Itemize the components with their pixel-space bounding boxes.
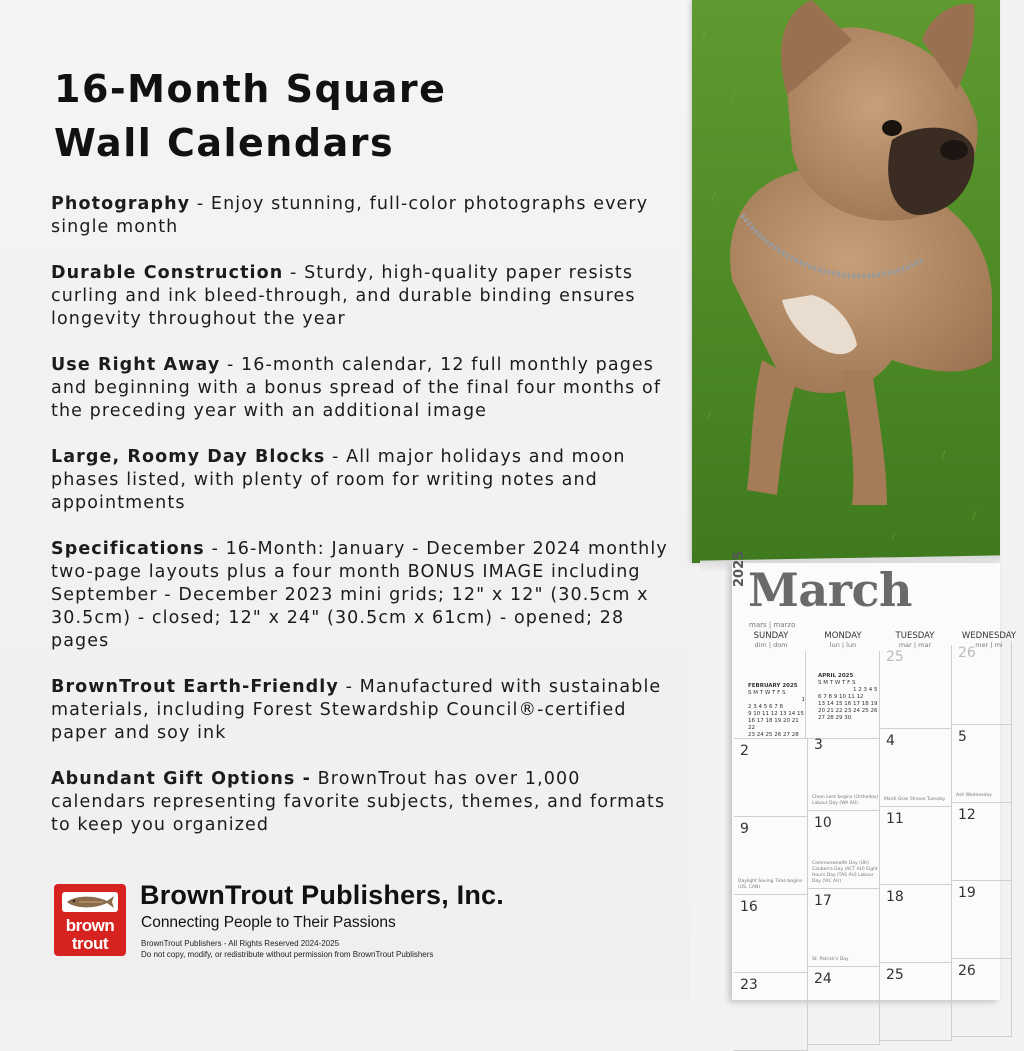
day-number: 4	[886, 733, 895, 749]
day-cell[interactable]	[734, 973, 808, 1051]
day-cell[interactable]	[952, 881, 1012, 959]
mini-calendar-row: 6 7 8 9 10 11 12	[818, 694, 864, 700]
mini-calendar-cell	[734, 651, 806, 739]
day-number: 26	[958, 963, 976, 979]
weekday-label: SUNDAY	[753, 631, 789, 641]
day-number: 11	[886, 811, 904, 827]
day-number: 5	[958, 729, 967, 745]
day-number: 2	[740, 743, 749, 759]
day-cell[interactable]	[880, 807, 952, 885]
day-number: 16	[740, 899, 758, 915]
publisher-tagline: Connecting People to Their Passions	[141, 914, 396, 931]
mini-calendar-row: 20 21 22 23 24 25 26	[818, 708, 878, 714]
feature-text: Manufactured with sustainable materials, including Forest Stewardship Council®-certified paper and soy ink	[51, 677, 662, 743]
calendar-year: 2025	[732, 550, 747, 587]
mini-calendar-row: 9 10 11 12 13 14 15	[748, 711, 804, 717]
holiday-note: Ash Wednesday	[956, 793, 992, 798]
day-cell[interactable]	[880, 645, 952, 729]
weekday-sunday	[736, 631, 806, 649]
mini-calendar-row: 1	[801, 697, 805, 703]
day-cell[interactable]	[880, 729, 952, 807]
day-cell[interactable]	[880, 885, 952, 963]
feature-sep: -	[190, 194, 211, 214]
title-line: Wall Calendars	[54, 121, 395, 165]
mini-calendar-apr	[818, 673, 877, 722]
mini-calendar-title: APRIL 2025	[818, 673, 854, 679]
day-number: 24	[814, 971, 832, 987]
feature-item	[51, 354, 671, 423]
calendar-month-sub: mars | marzo	[749, 621, 796, 629]
feature-text: Enjoy stunning, full-color photographs every single month	[51, 194, 649, 237]
weekday-label: WEDNESDAY	[961, 631, 1017, 641]
weekday-sub: mer | mi	[975, 641, 1003, 649]
feature-text: 16-Month: January - December 2024 monthly two-page layouts plus a four month BONUS IMAGE including September - December 2023 mini grids; 12" x 12" (30.5cm x 30.5cm) - closed; 12" x 24" (30.5cm x 61cm) - opened; 28 pages	[51, 539, 668, 651]
calendar-page	[732, 550, 1017, 1000]
day-number: 23	[740, 977, 758, 993]
holiday-note: Commonwealth Day (UK) Canberra Day (ACT AU) Eight Hours Day (TAS AU) Labour Day (VIC AU)	[812, 861, 878, 884]
holiday-note: Mardi Gras Shrove Tuesday	[884, 797, 946, 802]
mini-calendar-row: 1 2 3 4 5	[852, 687, 878, 693]
day-cell[interactable]	[952, 641, 1012, 725]
feature-item	[51, 676, 671, 745]
day-cell[interactable]	[952, 725, 1012, 803]
day-cell[interactable]	[808, 811, 880, 889]
feature-item	[51, 768, 671, 837]
publisher-name: BrownTrout Publishers, Inc.	[140, 880, 504, 910]
feature-list	[51, 193, 671, 860]
day-number: 26	[958, 645, 976, 661]
feature-heading: Photography	[51, 194, 191, 214]
logo-word-brown: brown	[65, 916, 115, 935]
legal-notice	[141, 938, 433, 960]
mini-calendar-head: S M T W T F S	[748, 690, 786, 696]
logo-word-trout: trout	[71, 934, 109, 953]
weekday-label: MONDAY	[824, 631, 862, 641]
feature-sep: -	[204, 539, 226, 559]
holiday-note: Daylight Saving Time begins (US, CAN)	[738, 879, 803, 890]
feature-sep: -	[220, 355, 242, 375]
day-cell[interactable]	[734, 739, 808, 817]
feature-sep	[311, 769, 318, 789]
feature-item	[51, 262, 671, 331]
mini-calendar-row: 2 3 4 5 6 7 8	[748, 704, 783, 710]
mini-calendar-title: FEBRUARY 2025	[748, 683, 798, 689]
weekday-monday	[808, 631, 878, 649]
day-cell[interactable]	[734, 817, 808, 895]
day-cell[interactable]	[808, 889, 880, 967]
day-number: 25	[886, 649, 904, 665]
legal-line: BrownTrout Publishers - All Rights Reserved 2024-2025	[141, 939, 340, 948]
day-cell[interactable]	[734, 895, 808, 973]
weekday-label: TUESDAY	[895, 631, 935, 641]
feature-heading: Durable Construction	[51, 263, 284, 283]
day-number: 3	[814, 737, 823, 753]
day-number: 19	[958, 885, 976, 901]
day-number: 9	[740, 821, 749, 837]
legal-line: Do not copy, modify, or redistribute without permission from BrownTrout Publishers	[141, 950, 434, 959]
feature-heading: Abundant Gift Options -	[51, 769, 311, 789]
weekday-sub: dim | dom	[754, 641, 788, 649]
mini-calendar-cell	[806, 651, 880, 739]
weekday-sub: lun | lun	[829, 641, 857, 649]
mini-calendar-row: 16 17 18 19 20 21 22	[748, 718, 799, 731]
mini-calendar-head: S M T W T F S	[818, 680, 856, 686]
day-cell[interactable]	[808, 967, 880, 1045]
mini-calendar-row: 27 28 29 30	[818, 715, 852, 721]
feature-heading: BrownTrout Earth-Friendly	[51, 677, 339, 697]
feature-item	[51, 446, 671, 515]
feature-text: 16-month calendar, 12 full monthly pages and beginning with a bonus spread of the final four months of the preceding year with an additional image	[51, 355, 662, 421]
day-cell[interactable]	[952, 803, 1012, 881]
feature-item	[51, 538, 671, 653]
feature-text: All major holidays and moon phases listed, with plenty of room for writing notes and appointments	[51, 447, 626, 513]
day-number: 25	[886, 967, 904, 983]
mini-calendar-row: 13 14 15 16 17 18 19	[818, 701, 878, 707]
day-number: 17	[814, 893, 832, 909]
weekday-sub: mar | mar	[898, 641, 932, 649]
day-number: 18	[886, 889, 904, 905]
feature-heading: Use Right Away	[51, 355, 221, 375]
french-bulldog-photo	[692, 0, 1000, 563]
feature-sep: -	[325, 447, 347, 467]
feature-sep: -	[283, 263, 305, 283]
feature-heading: Large, Roomy Day Blocks	[51, 447, 326, 467]
day-cell[interactable]	[952, 959, 1012, 1037]
mini-calendar-feb	[748, 683, 805, 739]
holiday-note: St. Patrick's Day	[812, 957, 849, 962]
browntrout-logo	[54, 884, 126, 956]
mini-calendar-row: 23 24 25 26 27 28	[748, 732, 799, 738]
feature-sep: -	[338, 677, 360, 697]
day-number: 10	[814, 815, 832, 831]
title-line: 16-Month Square	[54, 67, 447, 111]
feature-item	[51, 193, 671, 239]
day-cell[interactable]	[880, 963, 952, 1041]
feature-text: Sturdy, high-quality paper resists curling and ink bleed-through, and durable binding ensures longevity throughout the year	[51, 263, 636, 329]
day-number: 12	[958, 807, 976, 823]
feature-heading: Specifications	[51, 539, 205, 559]
calendar-month: March	[748, 563, 912, 617]
day-cell[interactable]	[808, 733, 880, 811]
holiday-note: Clean Lent begins (Orthodox) Labour Day (WA AU)	[812, 795, 879, 806]
publisher-footer	[54, 880, 674, 990]
feature-text: BrownTrout has over 1,000 calendars representing favorite subjects, themes, and formats to keep you organized	[51, 769, 666, 835]
page-title	[54, 62, 674, 170]
trout-icon	[62, 892, 118, 912]
